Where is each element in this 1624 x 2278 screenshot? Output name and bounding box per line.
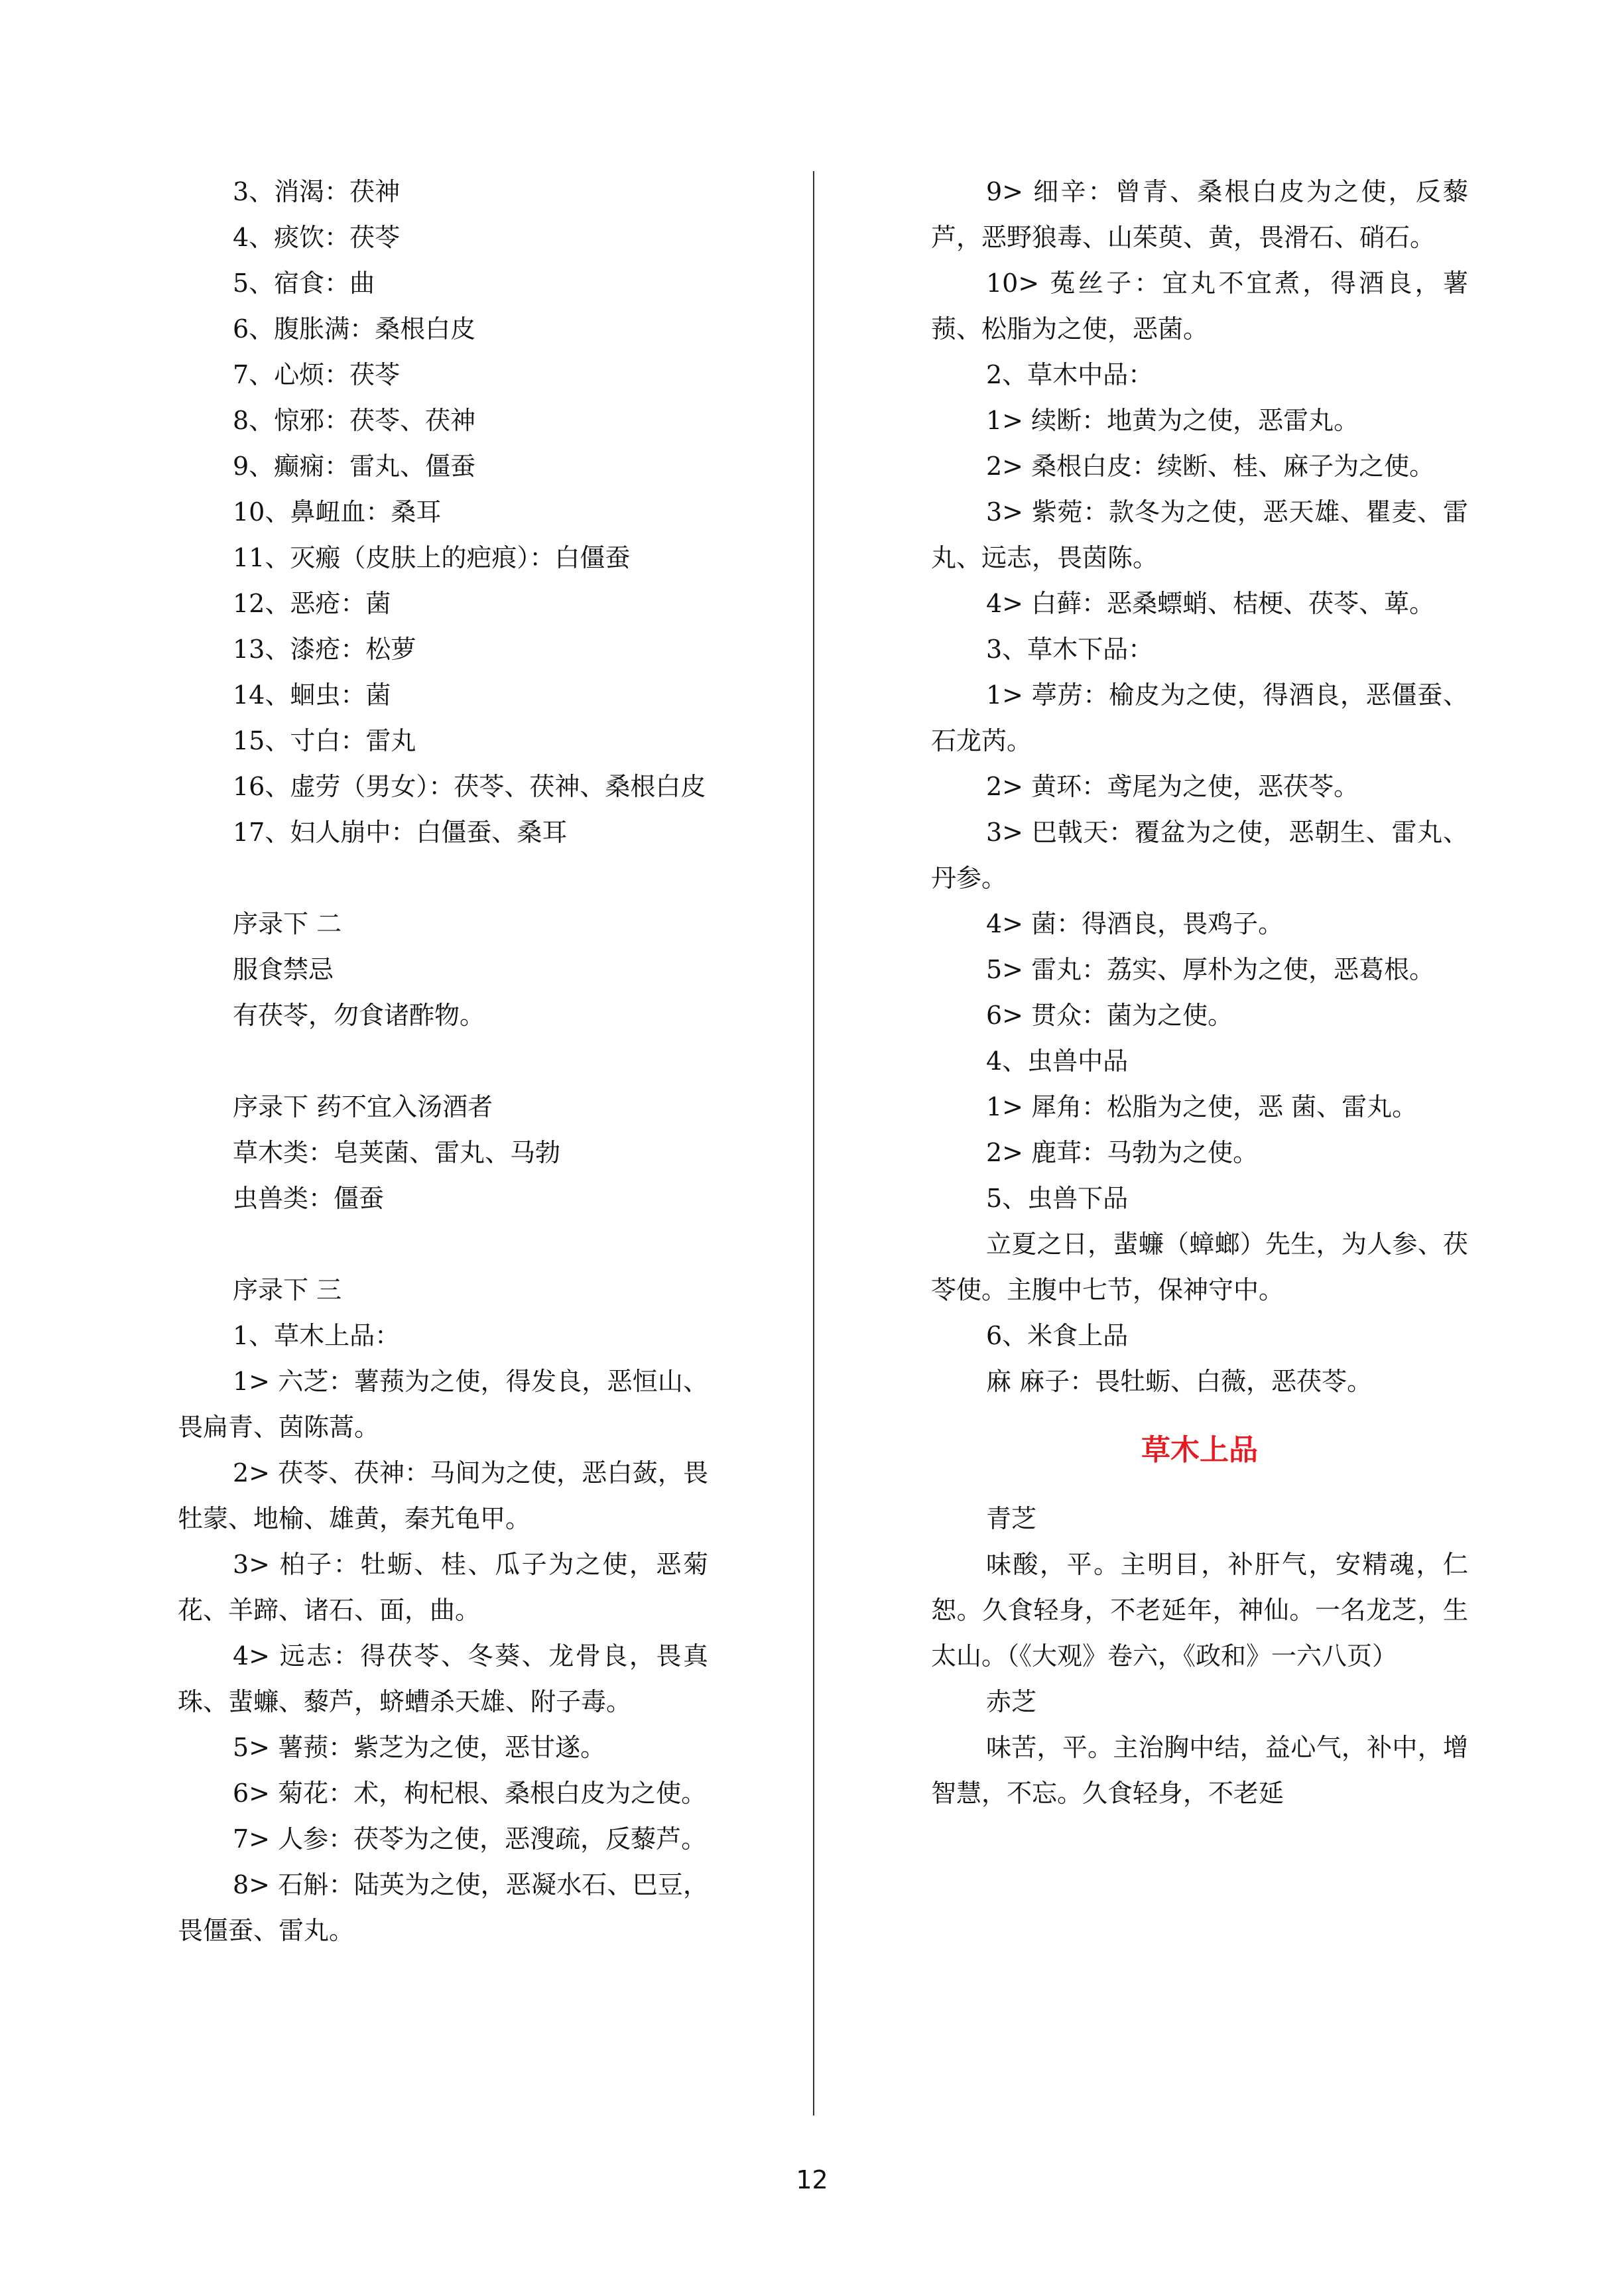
text-paragraph: 赤芝 — [986, 1687, 1037, 1716]
text-paragraph: 7> 人参：茯苓为之使，恶溲疏，反藜芦。 — [233, 1824, 707, 1854]
text-paragraph: 10、鼻衄血：桑耳 — [233, 497, 442, 527]
text-paragraph: 8> 石斛：陆英为之使，恶凝水石、巴豆，畏僵蚕、雷丸。 — [178, 1870, 708, 1945]
text-paragraph: 9> 细辛：曾青、桑根白皮为之使，反藜芦，恶野狼毒、山茱萸、黄，畏滑石、硝石。 — [931, 177, 1468, 252]
text-paragraph: 10> 菟丝子：宜丸不宜煮，得酒良，薯蓣、松脂为之使，恶菌。 — [931, 269, 1468, 344]
text-paragraph: 3、消渴：茯神 — [233, 177, 401, 206]
text-paragraph: 12、恶疮：菌 — [233, 589, 391, 618]
text-paragraph: 6> 贯众：菌为之使。 — [986, 1001, 1233, 1030]
text-paragraph: 4> 远志：得茯苓、冬葵、龙骨良，畏真珠、蜚蠊、藜芦，蛴螬杀天雄、附子毒。 — [178, 1641, 708, 1716]
text-paragraph: 1> 续断：地黄为之使，恶雷丸。 — [986, 406, 1359, 435]
text-paragraph: 味酸，平。主明目，补肝气，安精魂，仁恕。久食轻身，不老延年，神仙。一名龙芝，生太山。（《大观》卷六，《政和》一六八页） — [931, 1550, 1468, 1671]
text-paragraph: 5> 雷丸：荔实、厚朴为之使，恶葛根。 — [986, 955, 1435, 984]
text-paragraph: 有茯苓，勿食诸酢物。 — [233, 1001, 485, 1030]
text-paragraph: 8、惊邪：茯苓、茯神 — [233, 406, 476, 435]
text-paragraph: 1> 犀角：松脂为之使，恶 菌、雷丸。 — [986, 1092, 1418, 1121]
text-paragraph: 5、虫兽下品 — [986, 1184, 1129, 1213]
text-paragraph: 5> 薯蓣：紫芝为之使，恶甘遂。 — [233, 1733, 606, 1762]
text-paragraph: 序录下 二 — [233, 909, 342, 938]
text-paragraph: 3> 柏子：牡蛎、桂、瓜子为之使，恶菊花、羊蹄、诸石、面，曲。 — [178, 1550, 708, 1625]
text-paragraph: 1> 葶苈：榆皮为之使，得酒良，恶僵蚕、石龙芮。 — [931, 680, 1468, 755]
text-paragraph: 15、寸白：雷丸 — [233, 726, 416, 755]
section-heading: 草木上品 — [1141, 1433, 1258, 1467]
page-number: 12 — [796, 2165, 828, 2194]
blank-line — [178, 855, 708, 901]
text-paragraph: 2> 黄环：鸢尾为之使，恶茯苓。 — [986, 772, 1359, 801]
text-paragraph: 3> 巴戟天：覆盆为之使，恶朝生、雷丸、丹参。 — [931, 818, 1468, 893]
column-divider — [813, 171, 814, 2116]
text-paragraph: 11、灭瘢（皮肤上的疤痕）：白僵蚕 — [233, 543, 631, 572]
text-paragraph: 虫兽类：僵蚕 — [233, 1184, 385, 1213]
text-paragraph: 6、腹胀满：桑根白皮 — [233, 314, 476, 344]
text-paragraph: 2、草木中品： — [986, 360, 1154, 389]
text-paragraph: 7、心烦：茯苓 — [233, 360, 401, 389]
text-paragraph: 4> 菌：得酒良，畏鸡子。 — [986, 909, 1284, 938]
blank-line — [178, 1039, 708, 1084]
text-paragraph: 6、米食上品 — [986, 1321, 1129, 1350]
left-column — [178, 169, 708, 1954]
text-paragraph: 序录下 药不宜入汤酒者 — [233, 1092, 493, 1121]
text-paragraph: 2> 鹿茸：马勃为之使。 — [986, 1138, 1259, 1167]
text-paragraph: 4、痰饮：茯苓 — [233, 223, 401, 252]
text-paragraph: 3、草木下品： — [986, 635, 1154, 664]
text-paragraph: 2> 桑根白皮：续断、桂、麻子为之使。 — [986, 452, 1435, 481]
text-paragraph: 1、草木上品： — [233, 1321, 401, 1350]
text-paragraph: 2> 茯苓、茯神：马间为之使，恶白蔹，畏牡蒙、地榆、雄黄，秦艽龟甲。 — [178, 1458, 708, 1533]
right-column — [931, 169, 1468, 1816]
text-paragraph: 味苦，平。主治胸中结，益心气，补中，增智慧，不忘。久食轻身，不老延 — [931, 1733, 1468, 1808]
text-paragraph: 6> 菊花：术，枸杞根、桑根白皮为之使。 — [233, 1779, 707, 1808]
text-paragraph: 14、蛔虫：菌 — [233, 680, 391, 710]
text-paragraph: 13、漆疮：松萝 — [233, 635, 416, 664]
blank-line — [178, 1222, 708, 1267]
text-paragraph: 4> 白藓：恶桑螵蛸、桔梗、茯苓、萆。 — [986, 589, 1435, 618]
text-paragraph: 草木类：皂荚菌、雷丸、马勃 — [233, 1138, 561, 1167]
text-paragraph: 服食禁忌 — [233, 955, 334, 984]
text-paragraph: 1> 六芝：薯蓣为之使，得发良，恶恒山、畏扁青、茵陈蒿。 — [178, 1367, 708, 1442]
text-paragraph: 17、妇人崩中：白僵蚕、桑耳 — [233, 818, 568, 847]
text-paragraph: 序录下 三 — [233, 1275, 342, 1304]
text-paragraph: 青芝 — [986, 1504, 1037, 1533]
text-paragraph: 9、癫痫：雷丸、僵蚕 — [233, 452, 476, 481]
text-paragraph: 3> 紫菀：款冬为之使，恶天雄、瞿麦、雷丸、远志，畏茵陈。 — [931, 497, 1468, 572]
text-paragraph: 立夏之日，蜚蠊（蟑螂）先生，为人参、茯苓使。主腹中七节，保神守中。 — [931, 1230, 1468, 1304]
text-paragraph: 4、虫兽中品 — [986, 1046, 1129, 1076]
text-paragraph: 5、宿食：曲 — [233, 269, 375, 298]
text-paragraph: 麻 麻子：畏牡蛎、白薇，恶茯苓。 — [986, 1367, 1373, 1396]
text-paragraph: 16、虚劳（男女）：茯苓、茯神、桑根白皮 — [233, 772, 706, 801]
